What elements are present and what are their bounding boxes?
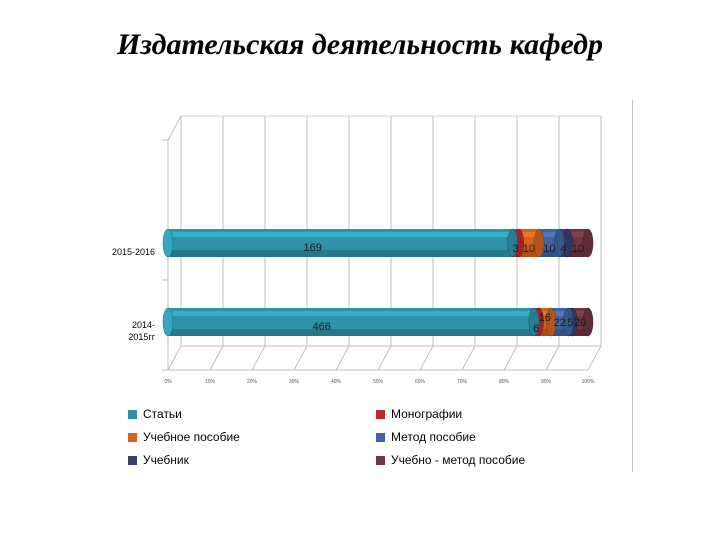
legend-item: [376, 429, 476, 445]
legend-label: Учебно - метод пособие: [391, 453, 526, 467]
x-tick-label: 0%: [164, 379, 172, 385]
floor-line: [210, 346, 223, 370]
floor-line: [378, 346, 391, 370]
bar-highlight: [168, 232, 513, 237]
data-label: 6: [533, 323, 540, 335]
bar-shadow: [168, 329, 534, 336]
legend-item: [128, 429, 240, 445]
floor-line: [168, 346, 181, 370]
x-tick-label: 90%: [540, 379, 552, 385]
x-tick-label: 10%: [204, 379, 216, 385]
x-tick-label: 30%: [288, 379, 300, 385]
data-label: 5: [567, 317, 574, 329]
floor-line: [504, 346, 517, 370]
bar-highlight: [168, 311, 534, 316]
bar-segment: [168, 308, 539, 336]
floor-line: [336, 346, 349, 370]
legend-label: Монографии: [391, 407, 463, 421]
data-label: 20: [574, 317, 587, 329]
legend-label: Учебник: [143, 453, 189, 467]
category-label: 2015гг: [128, 332, 155, 342]
legend-swatch: [128, 410, 137, 419]
legend-item: [128, 406, 182, 422]
bar-shadow: [168, 250, 513, 257]
data-label: 466: [312, 321, 331, 333]
legend-swatch: [376, 433, 385, 442]
legend-swatch: [376, 456, 385, 465]
x-tick-label: 80%: [498, 379, 510, 385]
floor-line: [294, 346, 307, 370]
legend-swatch: [128, 456, 137, 465]
x-tick-label: 60%: [414, 379, 426, 385]
legend-label: Учебное пособие: [143, 430, 240, 444]
x-tick-label: 50%: [372, 379, 384, 385]
left-wall-top: [168, 116, 181, 140]
data-label: 169: [303, 242, 322, 254]
legend-item: [128, 452, 189, 468]
legend-swatch: [376, 410, 385, 419]
category-label: 2014-: [131, 320, 155, 330]
chart-legend: [128, 406, 598, 472]
data-label: 22: [553, 317, 566, 329]
x-tick-label: 70%: [456, 379, 468, 385]
chart-title: Издательская деятельность кафедр: [116, 28, 604, 61]
data-label: 10: [543, 243, 556, 255]
legend-item: [376, 452, 525, 468]
data-label: 10: [522, 243, 535, 255]
floor-line: [420, 346, 433, 370]
floor-line: [462, 346, 475, 370]
data-label: 10: [571, 243, 584, 255]
x-tick-label: 100%: [581, 379, 595, 385]
bar-start-cap: [163, 308, 173, 336]
x-tick-label: 20%: [246, 379, 258, 385]
floor-line: [252, 346, 265, 370]
legend-item: [376, 406, 462, 422]
category-label: 2015-2016: [111, 247, 155, 257]
floor-line: [546, 346, 559, 370]
data-label: 16: [538, 312, 551, 324]
bar-segment: [168, 229, 518, 257]
x-tick-label: 40%: [330, 379, 342, 385]
bar-start-cap: [163, 229, 173, 257]
data-label: 4: [560, 243, 567, 255]
legend-label: Статьи: [143, 407, 182, 421]
data-label: 3: [512, 243, 519, 255]
legend-label: Метод пособие: [391, 430, 476, 444]
legend-swatch: [128, 433, 137, 442]
bar-cap: [583, 229, 593, 257]
floor-line: [588, 346, 601, 370]
